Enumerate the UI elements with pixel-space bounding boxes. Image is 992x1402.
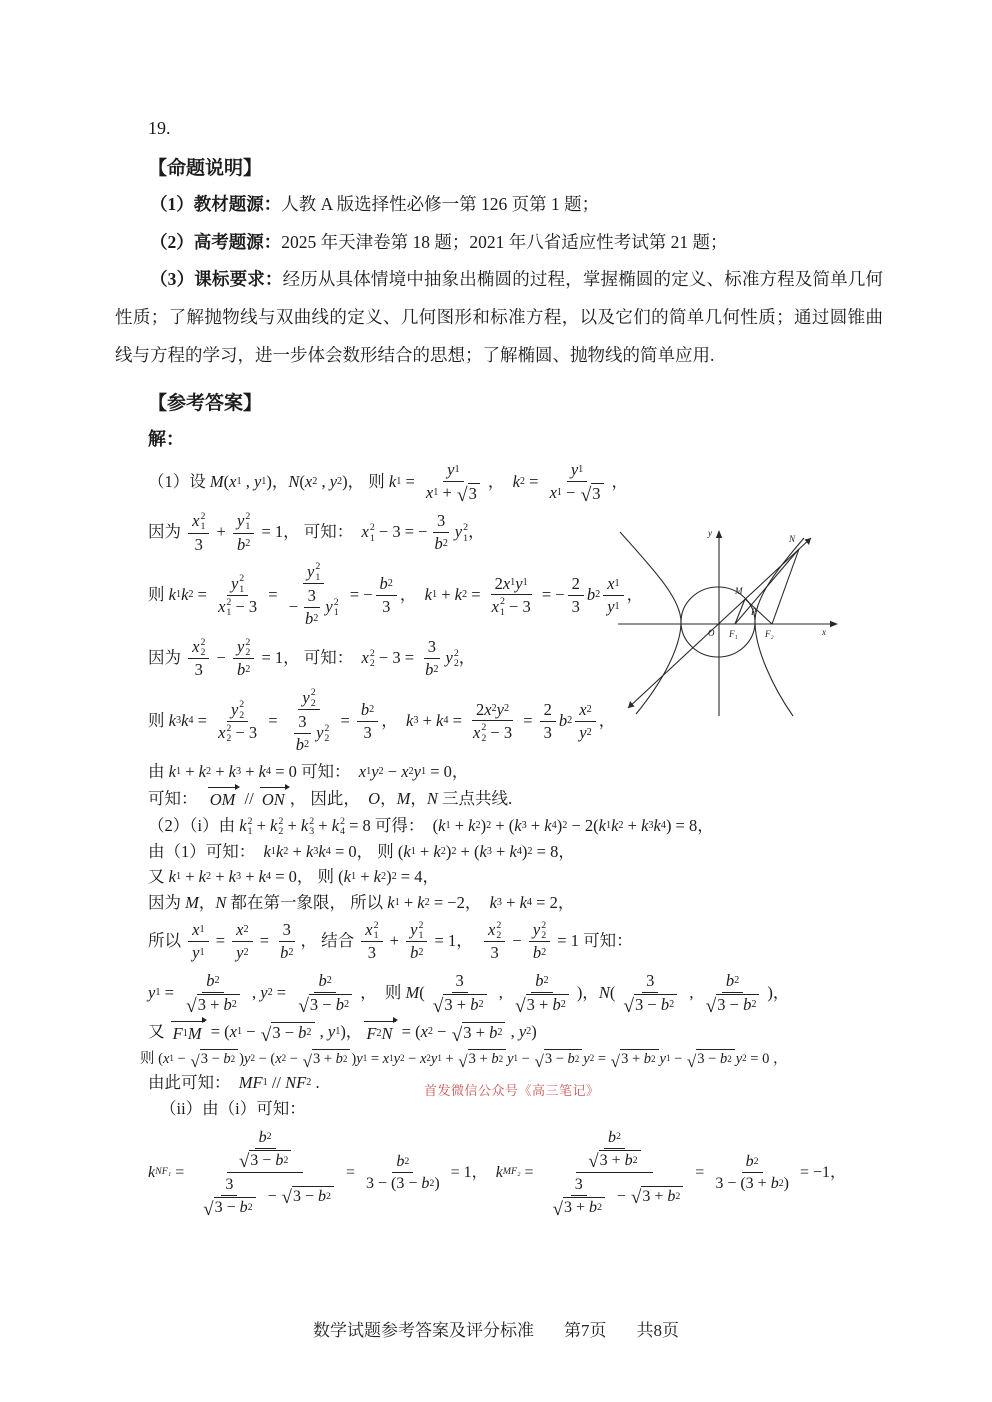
solution-line-11: 因为 M ， N 都在第一象限， 所以 k 1 + k 2 = −2， k 3 + k 4 = 2， <box>148 892 575 912</box>
solution-line-1: （1）设 M ( x 1 , y 1 )， N ( x 2 , y 2 )， 则 k 1 = y 1 x 1 + √ 3 ， k 2 = y 1 x 1 − √ 3 ， <box>148 460 629 507</box>
x-axis-arrow <box>830 621 838 627</box>
item-label: （3）课标要求： <box>150 269 283 290</box>
conic-diagram <box>612 524 874 720</box>
item-text: 2025 年天津卷第 18 题；2021 年八省适应性考试第 21 题； <box>281 231 728 252</box>
solution-line-2: 因为 x 2 1 3 + y 2 1 b 2 = 1， 可知： x 2 1 − 3 = − 3 b 2 y 2 1 ， <box>148 510 485 554</box>
solution-line-14: 又 F 1 M = ( x 1 − √ 3 − b 2 , y 1 )， F 2 N = ( x 2 − √ 3 + b 2 , y 2 ) <box>148 1022 537 1046</box>
footer-page-number: 第7页 <box>564 1321 607 1340</box>
item-label: （2）高考题源： <box>150 231 282 252</box>
item-text: 经历从具体情境中抽象出椭圆的过程，掌握椭圆的定义、标准方程及简单几何性质；了解抛物线与双曲线的定义、几何图形和标准方程，以及它们的简单几何性质；通过圆锥曲线与方程的学习，进一步体会数形结合的思想；了解椭圆、抛物线的简单应用. <box>115 269 884 365</box>
question-number: 19. <box>148 118 171 138</box>
footer-page-total: 共8页 <box>636 1321 679 1340</box>
label-N: N <box>789 534 796 544</box>
item-curriculum-requirement <box>115 261 883 374</box>
hyperbola-right-branch <box>755 538 804 716</box>
label-F2: F₂ <box>765 629 774 639</box>
label-O: O <box>708 628 715 638</box>
ellipse-curve <box>681 587 755 657</box>
label-x: x <box>822 627 826 637</box>
solution-line-10: 又 k 1 + k 2 + k 3 + k 4 = 0， 则 ( k 1 + k 2 ) 2 = 4， <box>148 867 439 887</box>
solution-line-7: 可知： OM // ON ， 因此， O ， M ， N 三点共线. <box>148 788 513 810</box>
page-footer <box>0 1316 992 1341</box>
solution-line-12: 所以 x 1 y 1 = x 2 y 2 = 3 b 2 ， 结合 x 2 1 3 + y 2 1 b 2 = 1， x 2 2 3 − y 2 2 b 2 = 1 可知： <box>148 919 633 963</box>
solution-label: 解： <box>148 429 184 450</box>
footer-title: 数学试题参考答案及评分标准 <box>313 1321 534 1340</box>
line-arrow-upper <box>805 538 812 545</box>
label-F1: F₁ <box>729 629 738 639</box>
section-title-explanation: 【命题说明】 <box>148 158 263 179</box>
label-P: P <box>751 607 757 617</box>
red-watermark-text: 首发微信公众号《高三笔记》 <box>424 1083 600 1098</box>
line-arrow-lower <box>628 701 635 708</box>
solution-line-3: 则 k 1 k 2 = y 2 1 x 2 1 − 3 = y 2 1 − 3 b 2 y 2 1 = − b 2 3 ， k 1 + k 2 = 2 x 1 y 1 x 2 1 − 3 = − $\frac{2}{3}$ b 2 x 1 y 1 ， <box>148 561 644 628</box>
item-label: （1）教材题源： <box>150 194 282 214</box>
segment-F1M <box>735 599 745 624</box>
solution-line-17: （ii）由（i）可知： <box>160 1099 306 1119</box>
solution-line-18: k NF₁ = b 2 √ 3 − b 2 3 √ 3 − b 2 − √ 3 − b 2 = b 2 3 − (3 − b 2 ) = 1， k MF₂ = b 2 √ 3 + b 2 3 √ 3 + b 2 − √ 3 + b 2 = b 2 3 − (3 + b 2 ) = −1， <box>148 1126 883 1220</box>
solution-line-13: y 1 = b 2 √ 3 + b 2 , y 2 = b 2 √ 3 − b 2 ， 则 M ( 3 √ 3 + b 2 , b 2 √ 3 + b 2 )， N ( 3 √ 3 − b 2 , b 2 √ 3 − b 2 )， <box>148 971 790 1018</box>
solution-line-9: 由（1）可知： k 1 k 2 + k 3 k 4 = 0， 则 ( k 1 + k 2 ) 2 + ( k 3 + k 4 ) 2 = 8， <box>148 841 575 861</box>
item-text: 人教 A 版选择性必修一第 126 页第 1 题； <box>281 194 600 214</box>
solution-line-5: 则 k 3 k 4 = y 2 2 x 2 2 − 3 = y 2 2 3 b 2 y 2 2 = b 2 3 ， k 3 + k 4 = 2 x 2 y 2 x 2 2 − 3 = $\frac{2}{3}$ b 2 x 2 y 2 ， <box>148 687 616 754</box>
item-textbook-source <box>115 186 883 224</box>
y-axis-arrow <box>716 530 722 538</box>
solution-line-6: 由 k 1 + k 2 + k 3 + k 4 = 0 可知： x 1 y 2 − x 2 y 1 = 0， <box>148 761 469 781</box>
conic-diagram-svg <box>612 524 874 720</box>
item-exam-source <box>115 224 883 262</box>
solution-line-8: （2）（i）由 k 2 1 + k 2 2 + k 2 3 + k 2 4 = 8 可得： ( k 1 + k 2 ) 2 + ( k 3 + k 4 ) 2 − 2( k 1 k 2 + k 3 k 4 ) = 8， <box>148 815 714 838</box>
label-M: M <box>735 586 743 596</box>
label-y: y <box>708 528 712 538</box>
section-title-answer: 【参考答案】 <box>148 393 263 415</box>
solution-line-15: 则 ( x 1 − √ 3 − b 2 ) y 2 − ( x 2 − √ 3 + b 2 ) y 1 = x 1 y 2 − x 2 y 1 + √ 3 + b 2 y 1 − √ 3 − b 2 y 2 = √ 3 + b 2 y 1 − √ 3 − b 2 y 2 = 0 ， <box>140 1050 788 1072</box>
solution-line-16: 由此可知： MF 1 // NF 2 . <box>148 1073 320 1093</box>
solution-line-4: 因为 x 2 2 3 − y 2 2 b 2 = 1， 可知： x 2 2 − 3 = 3 b 2 y 2 2 ， <box>148 636 476 680</box>
segment-F1N <box>735 549 799 624</box>
